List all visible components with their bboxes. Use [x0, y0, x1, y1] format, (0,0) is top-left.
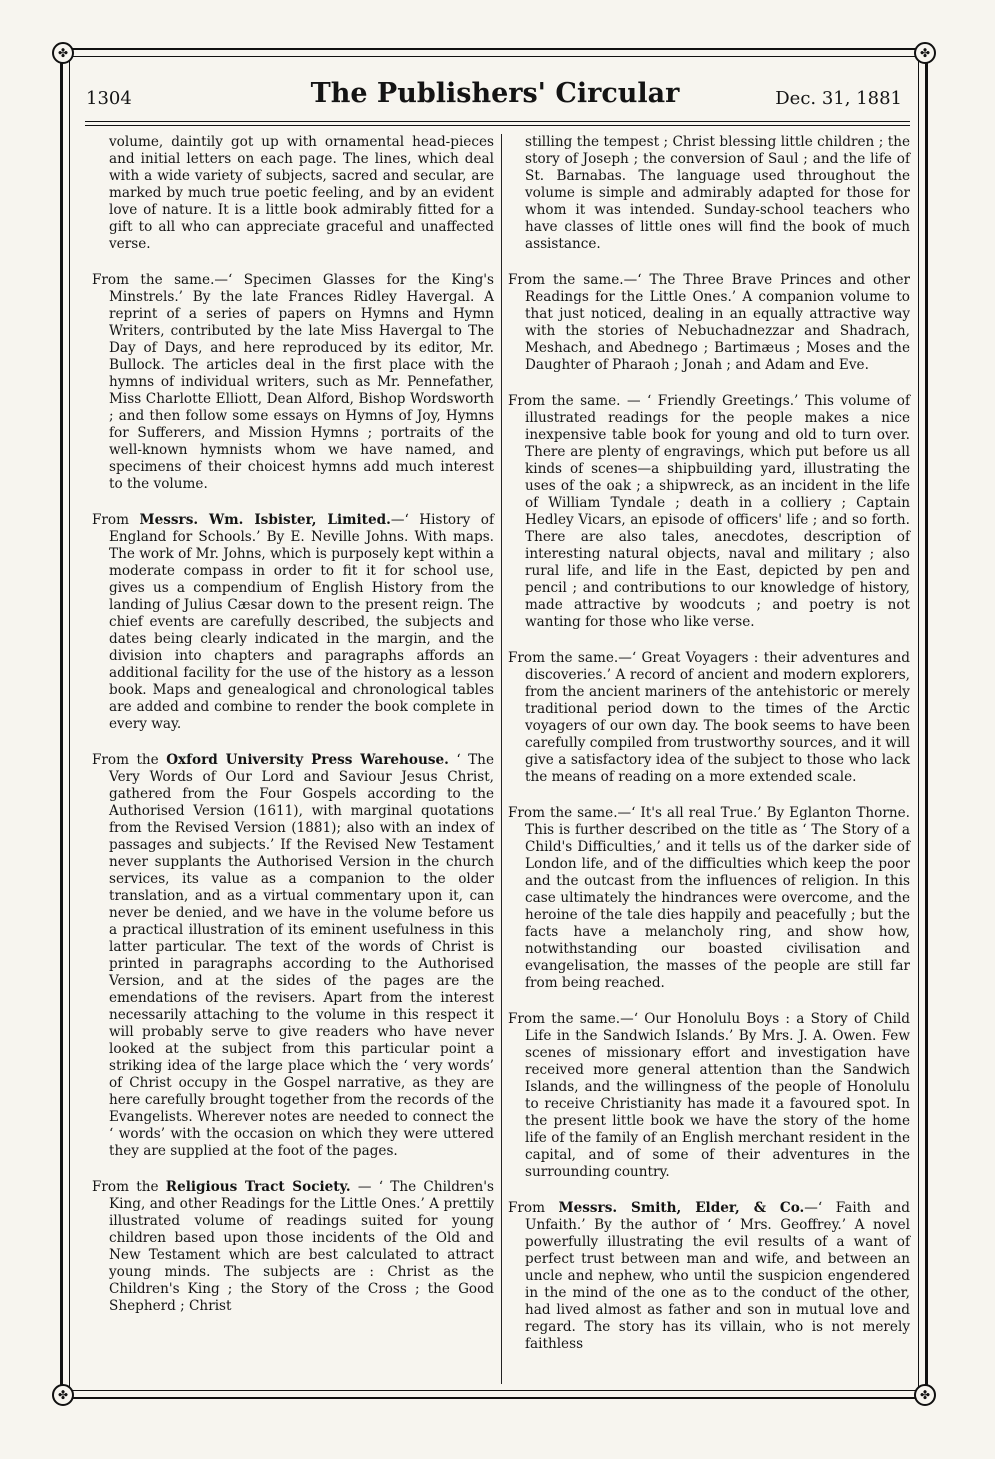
entry-lead: From the same.	[508, 393, 621, 409]
review-entry	[92, 1179, 494, 1315]
column-divider	[501, 134, 502, 1384]
entry-lead: From the	[92, 1179, 166, 1195]
entry-text: —‘ Faith and Unfaith.’ By the author of ‘ Mrs. Geoffrey.’ A novel powerfully illustrating the evil results of a want of perfect trust between man and wife, and between an uncle and nephew, who until the suspicion engendered in the mind of the one as to the conduct of the other, had lived almost as father and son in mutual love and regard. The story has its villain, who is not merely faithless	[525, 1200, 910, 1352]
corner-ornament-icon: ✤	[914, 1384, 936, 1406]
entry-text: —‘ Our Honolulu Boys : a Story of Child Life in the Sandwich Islands.’ By Mrs. J. A. Owen. Few scenes of missionary effort and investigation have received more general attention than the Sandwich Islands, and the willingness of the people of Honolulu to receive Christianity has made it a favoured spot. In the present little book we have the story of the home life of the family of an English merchant resident in the capital, and of some of their adventures in the surrounding country.	[525, 1011, 911, 1180]
entry-text: —‘ Great Voyagers : their adventures and discoveries.’ A record of ancient and modern explorers, from the ancient mariners of the antehistoric or merely traditional period down to the times of the Arctic voyagers of our own day. The book seems to have been carefully compiled from trustworthy sources, and it will give a satisfactory idea of the subject to those who lack the means of reading on a more extended scale.	[525, 650, 911, 785]
header-rule	[85, 121, 910, 126]
review-entry	[92, 752, 494, 1160]
entry-lead: From the same.	[508, 1011, 621, 1027]
publisher-name: Oxford University Press Warehouse.	[166, 752, 449, 768]
entry-text: stilling the tempest ; Christ blessing little children ; the story of Joseph ; the conversion of Saul ; and the life of St. Barnabas. The language used throughout the volume is simple and admirably adapted for those for whom it was intended. Sunday-school teachers who have classes of little ones will find the book of much assistance.	[525, 134, 910, 252]
left-column	[92, 134, 494, 1334]
review-entry	[92, 134, 494, 253]
issue-date: Dec. 31, 1881	[775, 88, 902, 109]
review-entry	[508, 1200, 910, 1353]
entry-text: — ‘ Friendly Greetings.’ This volume of illustrated readings for the people makes a nice inexpensive table book for young and old to turn over. There are plenty of engravings, which put before us all kinds of scenes—a shipbuilding yard, illustrating the uses of the oak ; a shipwreck, as an incident in the life of William Tyndale ; death in a colliery ; Captain Hedley Vicars, an episode of officers' life ; and so forth. There are also tales, anecdotes, description of interesting natural objects, naval and military ; also rural life, and life in the East, depicted by pen and pencil ; and contributions to our knowledge of history, made attractive by woodcuts ; and poetry is not wanting for those who like verse.	[525, 393, 910, 630]
corner-ornament-icon: ✤	[914, 42, 936, 64]
entry-lead: From the same.	[92, 272, 215, 288]
entry-lead: From the	[92, 752, 167, 768]
publisher-name: Messrs. Smith, Elder, & Co.	[558, 1200, 805, 1216]
publisher-name: Messrs. Wm. Isbister, Limited.	[139, 512, 391, 528]
review-entry	[508, 805, 910, 992]
review-entry	[508, 650, 910, 786]
page-title: The Publishers' Circular	[310, 78, 680, 109]
entry-lead: From	[92, 512, 140, 528]
entry-text: —‘ The Three Brave Princes and other Readings for the Little Ones.’ A companion volume to that just noticed, dealing in an equally attractive way with the stories of Nebuchadnezzar and Shadrach, Meshach, and Abednego ; Bartimæus ; Moses and the Daughter of Pharaoh ; Jonah ; and Adam and Eve.	[525, 272, 910, 373]
entry-lead: From the same.	[508, 650, 619, 666]
right-column	[508, 134, 910, 1372]
entry-text: —‘ History of England for Schools.’ By E. Neville Johns. With maps. The work of Mr. Johns, which is purposely kept within a moderate compass in order to fit it for school use, gives us a compendium of English History from the landing of Julius Cæsar down to the present reign. The chief events are carefully described, the subjects and dates being clearly indicated in the margin, and the division into chapters and paragraphs affords an additional facility for the use of the history as a lesson book. Maps and genealogical and chronological tables are added and combine to render the book complete in every way.	[109, 512, 495, 732]
corner-ornament-icon: ✤	[52, 1384, 74, 1406]
page-number: 1304	[86, 88, 132, 109]
entry-text: ‘ The Very Words of Our Lord and Saviour Jesus Christ, gathered from the Four Gospels according to the Authorised Version (1611), with marginal quotations from the Revised Version (1881); also with an index of passages and subjects.’ If the Revised New Testament never supplants the Authorised Version in the church services, its value as a companion to the older translation, and as a virtual commentary upon it, can never be denied, and we have in the volume before us a practical illustration of its eminent usefulness in this latter particular. The text of the words of Christ is printed in paragraphs according to the Authorised Version, and at the sides of the pages are the emendations of the revisers. Apart from the interest necessarily attaching to the volume in this respect it will probably serve to give readers who have never looked at the subject from this particular point a striking idea of the large place which the ‘ very words’ of Christ occupy in the Gospel narrative, as they are here carefully brought together from the records of the Evangelists. Wherever notes are needed to connect the ‘ words’ with the occasion on which they were uttered they are supplied at the foot of the pages.	[109, 752, 494, 1159]
page-frame-top	[60, 48, 924, 57]
entry-lead: From the same.	[508, 272, 624, 288]
entry-text: —‘ Specimen Glasses for the King's Minstrels.’ By the late Frances Ridley Havergal. A reprint of a series of papers on Hymns and Hymn Writers, contributed by the late Miss Havergal to The Day of Days, and here reproduced by its editor, Mr. Bullock. The articles deal in the first place with the hymns of individual writers, such as Mr. Pennefather, Miss Charlotte Elliott, Dean Alford, Bishop Wordsworth ; and then follow some essays on Hymns of Joy, Hymns for Sufferers, and Mission Hymns ; portraits of the well-known hymnists whom we have named, and specimens of their choicest hymns add much interest to the volume.	[109, 272, 494, 492]
entry-lead: From	[508, 1200, 559, 1216]
page-frame-bottom	[60, 1390, 924, 1399]
corner-ornament-icon: ✤	[52, 42, 74, 64]
entry-lead: From the same.	[508, 805, 618, 821]
review-entry	[508, 134, 910, 253]
review-entry	[508, 1011, 910, 1181]
publisher-name: Religious Tract Society.	[165, 1179, 351, 1195]
review-entry	[92, 512, 494, 733]
entry-text: —‘ It's all real True.’ By Eglanton Thorne. This is further described on the title as ‘ The Story of a Child's Difficulties,’ and it tells us of the darker side of London life, and of the difficulties which keep the poor and the outcast from the influences of religion. In this case ultimately the hindrances were overcome, and the heroine of the tale dies happily and peacefully ; but the facts have a melancholy ring, and show how, notwithstanding our boasted civilisation and evangelisation, the masses of the people are still far from being reached.	[525, 805, 910, 991]
entry-text: volume, daintily got up with ornamental head-pieces and initial letters on each page. The lines, which deal with a wide variety of subjects, sacred and secular, are marked by much true poetic feeling, and by an evident love of nature. It is a little book admirably fitted for a gift to all who can appreciate graceful and unaffected verse.	[109, 134, 494, 252]
review-entry	[508, 272, 910, 374]
review-entry	[92, 272, 494, 493]
entry-text: — ‘ The Children's King, and other Readings for the Little Ones.’ A prettily illustrated volume of readings suited for young children based upon those incidents of the Old and New Testament which are best calculated to attract young minds. The subjects are : Christ as the Children's King ; the Story of the Cross ; the Good Shepherd ; Christ	[109, 1179, 494, 1314]
review-entry	[508, 393, 910, 631]
page-frame-right	[918, 52, 928, 1392]
running-header	[80, 78, 910, 118]
page-frame-left	[60, 52, 70, 1392]
